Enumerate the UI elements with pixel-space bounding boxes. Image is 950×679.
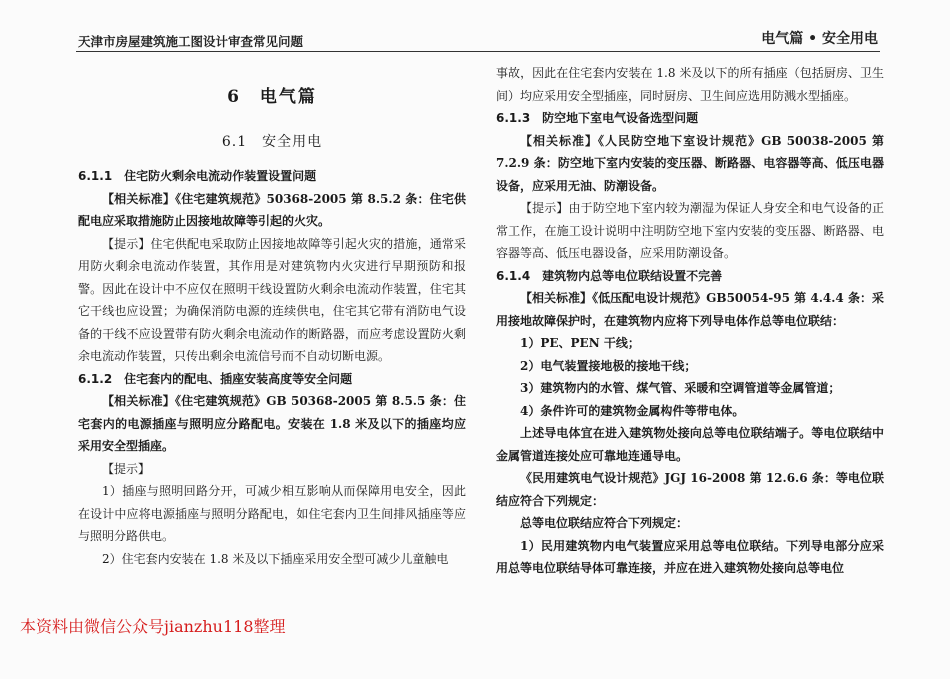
list-item: 3）建筑物内的水管、煤气管、采暖和空调管道等金属管道； (520, 381, 841, 395)
watermark-text: 本资料由微信公众号jianzhu118整理 (20, 617, 286, 636)
tip-label-6-1-2: 【提示】 (102, 461, 151, 476)
list-item: 1）PE、PEN 干线； (520, 336, 640, 350)
tip-6-1-3: 【提示】由于防空地下室内较为潮湿为保证人身安全和电气设备的正常工作，在施工设计说明中注明防空地下室内安装的变压器、断路器、电容器等高、低压电器设备，应采用防潮设备。 (496, 201, 884, 260)
running-header-section: 电气篇 • 安全用电 (761, 31, 878, 47)
subsection-title-6-1-4: 6.1.4 建筑物内总等电位联结设置不完善 (496, 268, 723, 283)
standard-6-1-1: 【相关标准】《住宅建筑规范》50368-2005 第 8.5.2 条：住宅供配电应采取措施防止因接地故障等引起的火灾。 (78, 191, 466, 228)
section-title: 6.1 安全用电 (221, 133, 323, 150)
subsection-title-6-1-2: 6.1.2 住宅套内的配电、插座安装高度等安全问题 (78, 371, 353, 386)
standard-6-1-2: 【相关标准】《住宅建筑规范》GB 50368-2005 第 8.5.5 条：住宅套内的电源插座与照明应分路配电。安装在 1.8 米及以下的插座均应采用安全型插座。 (78, 394, 466, 453)
subsection-title-6-1-3: 6.1.3 防空地下室电气设备选型问题 (496, 111, 699, 125)
paragraph-rule-1: 1）民用建筑物内电气装置应采用总等电位联结。下列导电部分应采用总等电位联结导体可靠连接，并应在进入建筑物处接向总等电位 (496, 538, 884, 575)
tip-item-2: 2）住宅套内安装在 1.8 米及以下插座采用安全型可减少儿童触电 (102, 551, 449, 566)
running-header-title: 天津市房屋建筑施工图设计审查常见问题 (78, 34, 304, 49)
list-item: 2）电气装置接地极的接地干线； (520, 358, 697, 373)
paragraph-bonding-terminal: 上述导电体宜在进入建筑物处接向总等电位联结端子。等电位联结中金属管道连接处应可靠地连通导电。 (496, 426, 884, 463)
paragraph-rules-intro: 总等电位联结应符合下列规定： (520, 516, 689, 530)
right-column (496, 62, 884, 580)
paragraph-jgj-standard: 《民用建筑电气设计规范》JGJ 16-2008 第 12.6.6 条：等电位联结应符合下列规定： (496, 471, 884, 508)
header-divider (76, 51, 880, 52)
left-column (78, 62, 466, 570)
chapter-title: 6 电气篇 (227, 87, 317, 107)
tip-6-1-1: 【提示】住宅供配电采取防止因接地故障等引起火灾的措施，通常采用防火剩余电流动作装置，其作用是对建筑物内火灾进行早期预防和报警。因此在设计中不应仅在照明干线设置防火剩余电流动作装置，住宅其它干线也应设置；为确保消防电源的连续供电，住宅其它带有消防电气设备的干线不应设置带有防火剩余电流动作的断路器，而应考虑设置防火剩余电流动作装置，只传出剩余电流信号而不自动切断电源。 (78, 236, 466, 363)
standard-6-1-3: 【相关标准】《人民防空地下室设计规范》GB 50038-2005 第 7.2.9 条：防空地下室内安装的变压器、断路器、电容器等高、低压电器设备，应采用无油、防潮设备。 (496, 133, 884, 193)
subsection-title-6-1-1: 6.1.1 住宅防火剩余电流动作装置设置问题 (78, 169, 317, 183)
continued-paragraph: 事故，因此在住宅套内安装在 1.8 米及以下的所有插座（包括厨房、卫生间）均应采用安全型插座，同时厨房、卫生间应选用防溅水型插座。 (496, 66, 884, 103)
standard-6-1-4: 【相关标准】《低压配电设计规范》GB50054-95 第 4.4.4 条：采用接地故障保护时，在建筑物内应将下列导电体作总等电位联结： (496, 291, 884, 328)
list-item: 4）条件许可的建筑物金属构件等带电体。 (520, 403, 745, 418)
tip-item-1: 1）插座与照明回路分开，可减少相互影响从而保障用电安全，因此在设计中应将电源插座与照明分路配电，如住宅套内卫生间排风插座等应与照明分路供电。 (78, 484, 466, 543)
